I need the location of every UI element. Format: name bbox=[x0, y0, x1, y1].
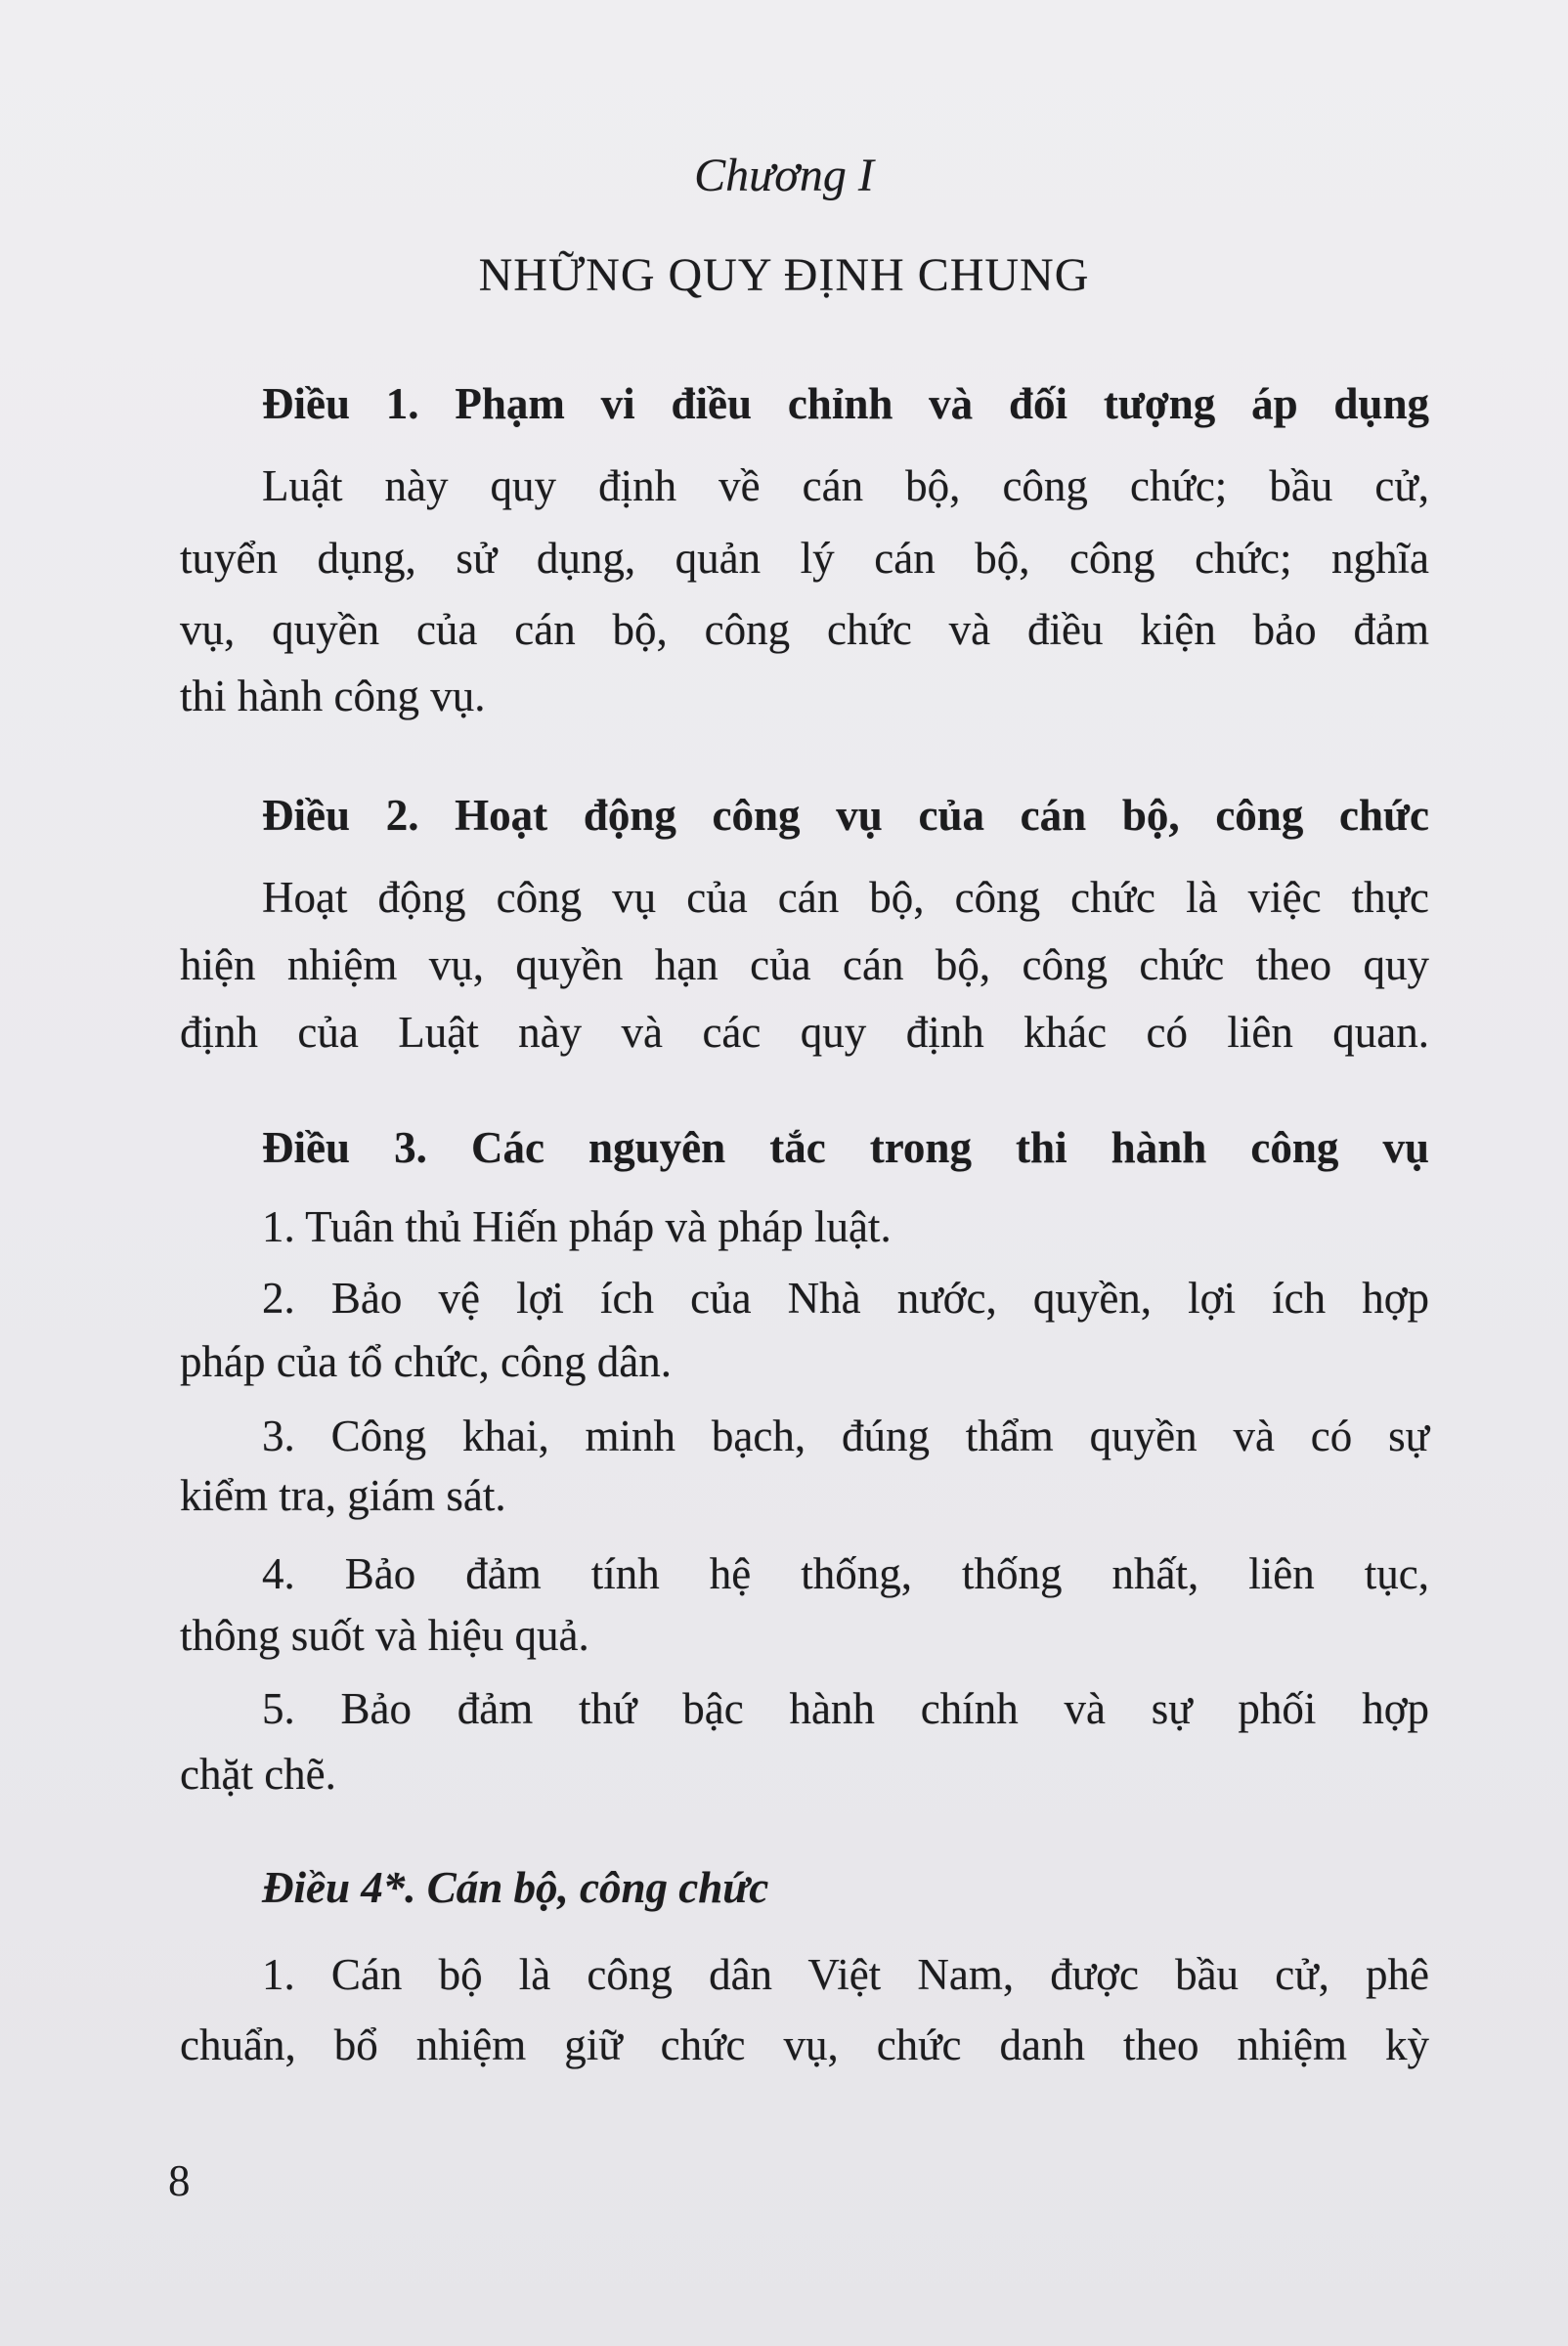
article-3-line: 4. Bảo đảm tính hệ thống, thống nhất, liên tục, bbox=[262, 1549, 1429, 1598]
article-3-heading: Điều 3. Các nguyên tắc trong thi hành công vụ bbox=[262, 1123, 1429, 1172]
article-3-line: kiểm tra, giám sát. bbox=[180, 1471, 506, 1520]
article-3-line: 5. Bảo đảm thứ bậc hành chính và sự phối hợp bbox=[262, 1684, 1429, 1733]
article-3-line: 1. Tuân thủ Hiến pháp và pháp luật. bbox=[262, 1202, 892, 1251]
article-2-line: hiện nhiệm vụ, quyền hạn của cán bộ, công chức theo quy bbox=[180, 940, 1429, 989]
article-1-line: thi hành công vụ. bbox=[180, 672, 486, 720]
article-1-line: Luật này quy định về cán bộ, công chức; bầu cử, bbox=[262, 461, 1429, 510]
article-3-line: 2. Bảo vệ lợi ích của Nhà nước, quyền, lợi ích hợp bbox=[262, 1274, 1429, 1323]
article-4-line: 1. Cán bộ là công dân Việt Nam, được bầu cử, phê bbox=[262, 1950, 1429, 1999]
article-3-line: thông suốt và hiệu quả. bbox=[180, 1611, 589, 1660]
article-1-line: vụ, quyền của cán bộ, công chức và điều kiện bảo đảm bbox=[180, 605, 1429, 654]
article-4-heading: Điều 4*. Cán bộ, công chức bbox=[262, 1863, 769, 1912]
chapter-title: NHỮNG QUY ĐỊNH CHUNG bbox=[478, 249, 1090, 301]
article-1-heading: Điều 1. Phạm vi điều chỉnh và đối tượng áp dụng bbox=[262, 379, 1429, 428]
article-2-line: Hoạt động công vụ của cán bộ, công chức là việc thực bbox=[262, 873, 1429, 922]
article-3-line: pháp của tổ chức, công dân. bbox=[180, 1337, 672, 1386]
article-1-line: tuyển dụng, sử dụng, quản lý cán bộ, công chức; nghĩa bbox=[180, 534, 1429, 583]
article-4-line: chuẩn, bổ nhiệm giữ chức vụ, chức danh theo nhiệm kỳ bbox=[180, 2020, 1429, 2069]
chapter-label: Chương I bbox=[694, 150, 874, 201]
article-3-line: chặt chẽ. bbox=[180, 1750, 336, 1799]
article-2-line: định của Luật này và các quy định khác có liên quan. bbox=[180, 1008, 1429, 1057]
page-number: 8 bbox=[168, 2156, 191, 2205]
article-2-heading: Điều 2. Hoạt động công vụ của cán bộ, công chức bbox=[262, 791, 1429, 840]
article-3-line: 3. Công khai, minh bạch, đúng thẩm quyền và có sự bbox=[262, 1412, 1429, 1460]
